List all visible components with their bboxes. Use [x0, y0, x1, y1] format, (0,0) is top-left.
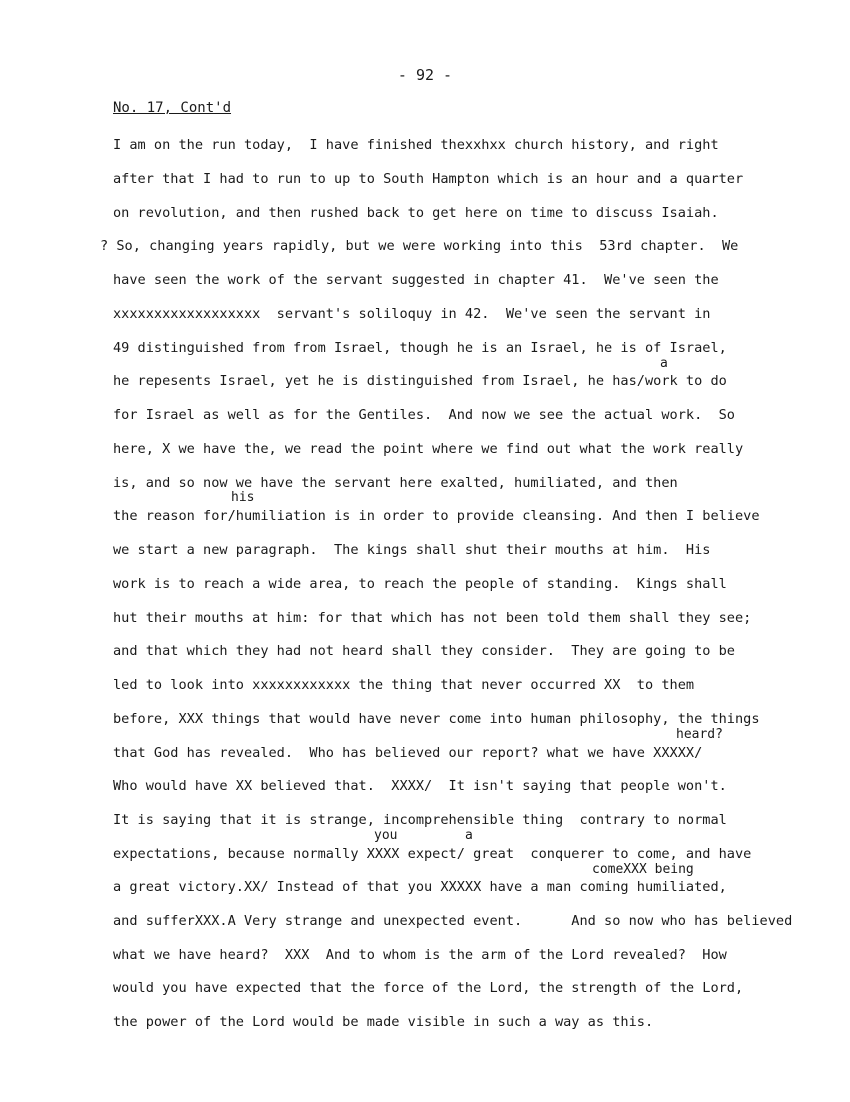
text-line: is, and so now we have the servant here exalted, humiliated, and then [113, 475, 678, 491]
text-line: 49 distinguished from from Israel, though he is an Israel, he is of Israel, [113, 340, 727, 356]
text-line: It is saying that it is strange, incomprehensible thing contrary to normal [113, 812, 727, 828]
interlinear-insertion: heard? [676, 727, 723, 742]
interlinear-insertion: a [465, 828, 473, 843]
text-line: and sufferXXX.A Very strange and unexpected event. And so now who has believed [113, 913, 793, 929]
text-line: and that which they had not heard shall they consider. They are going to be [113, 643, 735, 659]
text-line: here, X we have the, we read the point where we find out what the work really [113, 441, 744, 457]
text-line: the power of the Lord would be made visible in such a way as this. [113, 1014, 654, 1030]
text-line: for Israel as well as for the Gentiles. And now we see the actual work. So [113, 407, 735, 423]
text-line: have seen the work of the servant suggested in chapter 41. We've seen the [113, 272, 719, 288]
text-line: expectations, because normally XXXX expect/ great conquerer to come, and have [113, 846, 752, 862]
interlinear-insertion: you [374, 828, 398, 843]
text-line: that God has revealed. Who has believed our report? what we have XXXXX/ [113, 745, 703, 761]
interlinear-insertion: his [231, 490, 255, 505]
page-number: - 92 - [397, 66, 453, 84]
text-line: Who would have XX believed that. XXXX/ It isn't saying that people won't. [113, 778, 727, 794]
text-line: xxxxxxxxxxxxxxxxxx servant's soliloquy in 42. We've seen the servant in [113, 306, 711, 322]
text-line: he repesents Israel, yet he is distinguished from Israel, he has/work to do [113, 373, 727, 389]
text-line: what we have heard? XXX And to whom is the arm of the Lord revealed? How [113, 947, 727, 963]
section-heading: No. 17, Cont'd [113, 100, 232, 116]
text-line: on revolution, and then rushed back to get here on time to discuss Isaiah. [113, 205, 719, 221]
text-line: led to look into xxxxxxxxxxxx the thing that never occurred XX to them [113, 677, 695, 693]
text-line: before, XXX things that would have never come into human philosophy, the things [113, 711, 760, 727]
text-line: I am on the run today, I have finished thexxhxx church history, and right [113, 137, 719, 153]
interlinear-insertion: a [660, 356, 668, 371]
text-line: hut their mouths at him: for that which has not been told them shall they see; [113, 610, 752, 626]
text-line: work is to reach a wide area, to reach the people of standing. Kings shall [113, 576, 727, 592]
interlinear-insertion: comeXXX being [592, 862, 694, 877]
text-line: would you have expected that the force of the Lord, the strength of the Lord, [113, 980, 744, 996]
text-line: after that I had to run to up to South Hampton which is an hour and a quarter [113, 171, 744, 187]
text-line: we start a new paragraph. The kings shall shut their mouths at him. His [113, 542, 711, 558]
text-line: ? So, changing years rapidly, but we were working into this 53rd chapter. We [100, 238, 739, 254]
text-line: a great victory.XX/ Instead of that you XXXXX have a man coming humiliated, [113, 879, 727, 895]
text-line: the reason for/humiliation is in order to provide cleansing. And then I believe [113, 508, 760, 524]
